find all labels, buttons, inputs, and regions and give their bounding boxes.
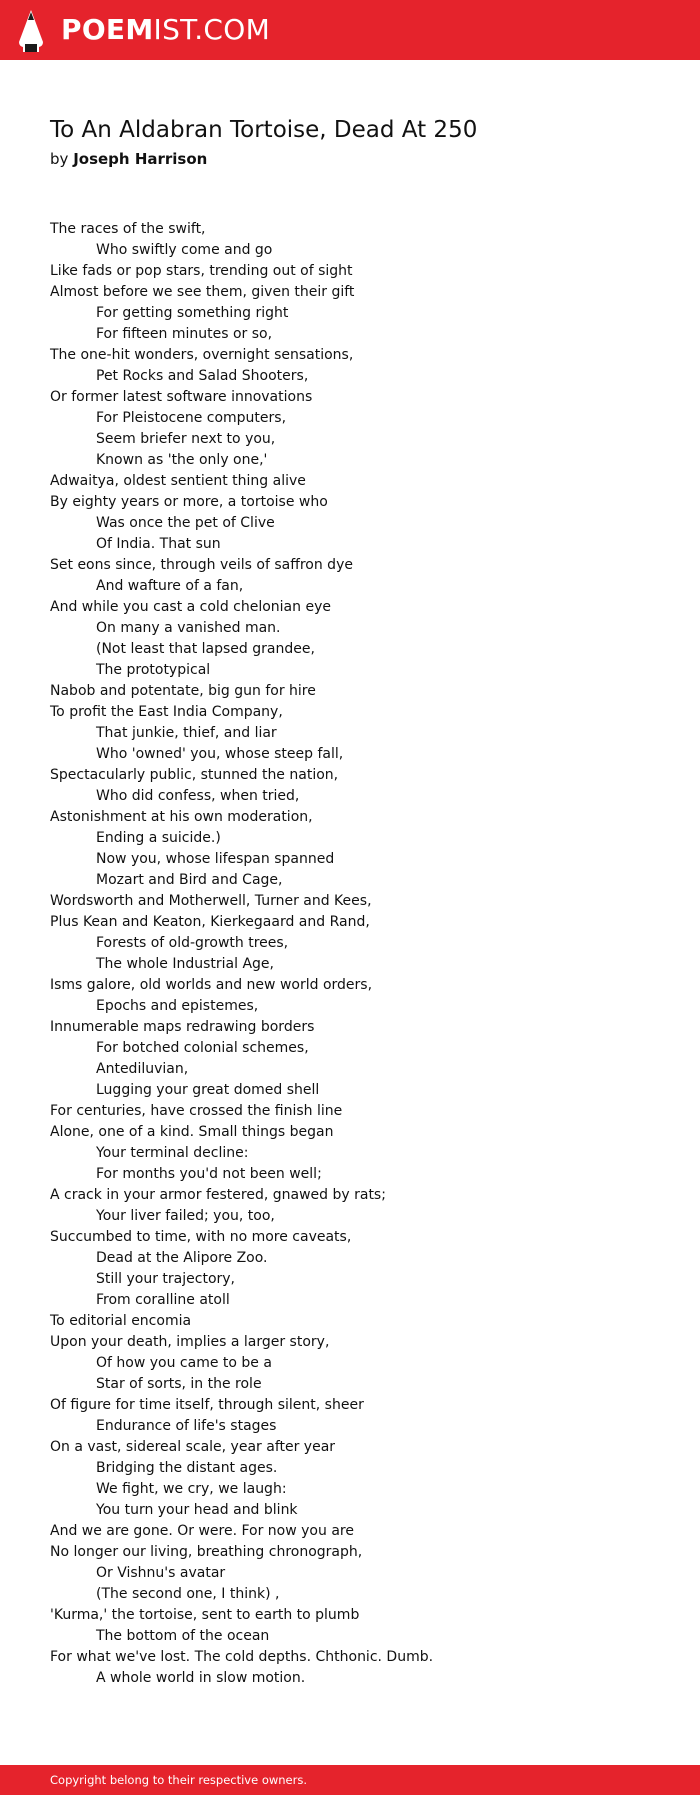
poem-line: Of how you came to be a [96,1355,272,1371]
poem-line: Who did confess, when tried, [96,788,300,804]
poem-line: And we are gone. Or were. For now you are [50,1523,354,1539]
poem-line: From coralline atoll [96,1292,230,1308]
poem-line: Was once the pet of Clive [96,515,275,531]
poem-line: That junkie, thief, and liar [96,725,277,741]
logo-bold-text: POEM [61,13,154,46]
poem-line: Bridging the distant ages. [96,1460,278,1476]
poem-line: Succumbed to time, with no more caveats, [50,1229,352,1245]
poem-line: (Not least that lapsed grandee, [96,641,315,657]
poem-line: Pet Rocks and Salad Shooters, [96,368,309,384]
poem-line: And while you cast a cold chelonian eye [50,599,331,615]
site-header [0,0,700,60]
poem-line: For Pleistocene computers, [96,410,287,426]
poem-line: Star of sorts, in the role [96,1376,262,1392]
poem-line: Of figure for time itself, through silent, sheer [50,1397,364,1413]
poem-line: Your terminal decline: [96,1145,249,1161]
poem-line: The races of the swift, [50,221,206,237]
poem-line: By eighty years or more, a tortoise who [50,494,328,510]
poem-line: And wafture of a fan, [96,578,244,594]
poem-line: Endurance of life's stages [96,1418,277,1434]
poem-line: Plus Kean and Keaton, Kierkegaard and Rand, [50,914,370,930]
poem-line: To profit the East India Company, [50,704,283,720]
poem-line: Still your trajectory, [96,1271,235,1287]
poem-line: Who swiftly come and go [96,242,273,258]
poem-line: Epochs and epistemes, [96,998,259,1014]
poem-line: Forests of old-growth trees, [96,935,289,951]
poem-line: We fight, we cry, we laugh: [96,1481,287,1497]
poem-line: Ending a suicide.) [96,830,221,846]
site-footer [0,1765,700,1795]
poem-line: Alone, one of a kind. Small things began [50,1124,334,1140]
logo-light-text: IST.COM [153,13,271,46]
poem-line: Antediluvian, [96,1061,189,1077]
poem-line: Innumerable maps redrawing borders [50,1019,315,1035]
poem-line: Set eons since, through veils of saffron dye [50,557,353,573]
poem-line: For months you'd not been well; [96,1166,322,1182]
poem-line: A crack in your armor festered, gnawed by rats; [50,1187,386,1203]
poem-line: Your liver failed; you, too, [96,1208,275,1224]
poem-line: For botched colonial schemes, [96,1040,309,1056]
poem-line: Or Vishnu's avatar [96,1565,226,1581]
poem-line: Wordsworth and Motherwell, Turner and Kees, [50,893,372,909]
poem-line: Dead at the Alipore Zoo. [96,1250,268,1266]
poem-line: On a vast, sidereal scale, year after year [50,1439,336,1455]
poem-line: The prototypical [96,662,211,678]
poem-line: For what we've lost. The cold depths. Chthonic. Dumb. [50,1649,434,1665]
poem-body [50,219,670,1689]
poem-line: Isms galore, old worlds and new world orders, [50,977,373,993]
poem-line: Upon your death, implies a larger story, [50,1334,330,1350]
poem-line: Or former latest software innovations [50,389,313,405]
poem-title: To An Aldabran Tortoise, Dead At 250 [50,117,478,143]
poem-line: (The second one, I think) , [96,1586,280,1602]
poem-byline [50,148,207,170]
poem-line: Seem briefer next to you, [96,431,276,447]
poem-author: Joseph Harrison [73,150,208,168]
poem-line: No longer our living, breathing chronograph, [50,1544,363,1560]
site-logo[interactable] [61,8,270,52]
poem-line: Mozart and Bird and Cage, [96,872,283,888]
poem-line: Known as 'the only one,' [96,452,268,468]
poem-line: For centuries, have crossed the finish line [50,1103,343,1119]
poem-line: You turn your head and blink [96,1502,298,1518]
by-label: by [50,150,69,168]
poem-line: The bottom of the ocean [96,1628,270,1644]
poem-line: To editorial encomia [50,1313,192,1329]
poem-line: Astonishment at his own moderation, [50,809,313,825]
poem-line: Adwaitya, oldest sentient thing alive [50,473,306,489]
poem-line: Like fads or pop stars, trending out of sight [50,263,353,279]
poem-line: The whole Industrial Age, [96,956,274,972]
poem-line: Of India. That sun [96,536,221,552]
poem-line: Who 'owned' you, whose steep fall, [96,746,344,762]
poem-line: Lugging your great domed shell [96,1082,320,1098]
pen-nib-icon[interactable] [18,10,44,52]
poem-line: For fifteen minutes or so, [96,326,273,342]
poem-line: For getting something right [96,305,289,321]
poem-line: Almost before we see them, given their gift [50,284,355,300]
poem-line: Spectacularly public, stunned the nation, [50,767,339,783]
poem-line: The one-hit wonders, overnight sensations, [50,347,354,363]
poem-line: On many a vanished man. [96,620,281,636]
poem-line: Now you, whose lifespan spanned [96,851,335,867]
poem-line: Nabob and potentate, big gun for hire [50,683,316,699]
poem-line: A whole world in slow motion. [96,1670,306,1686]
poem-line: 'Kurma,' the tortoise, sent to earth to plumb [50,1607,360,1623]
copyright-text: Copyright belong to their respective owners. [50,1773,308,1787]
